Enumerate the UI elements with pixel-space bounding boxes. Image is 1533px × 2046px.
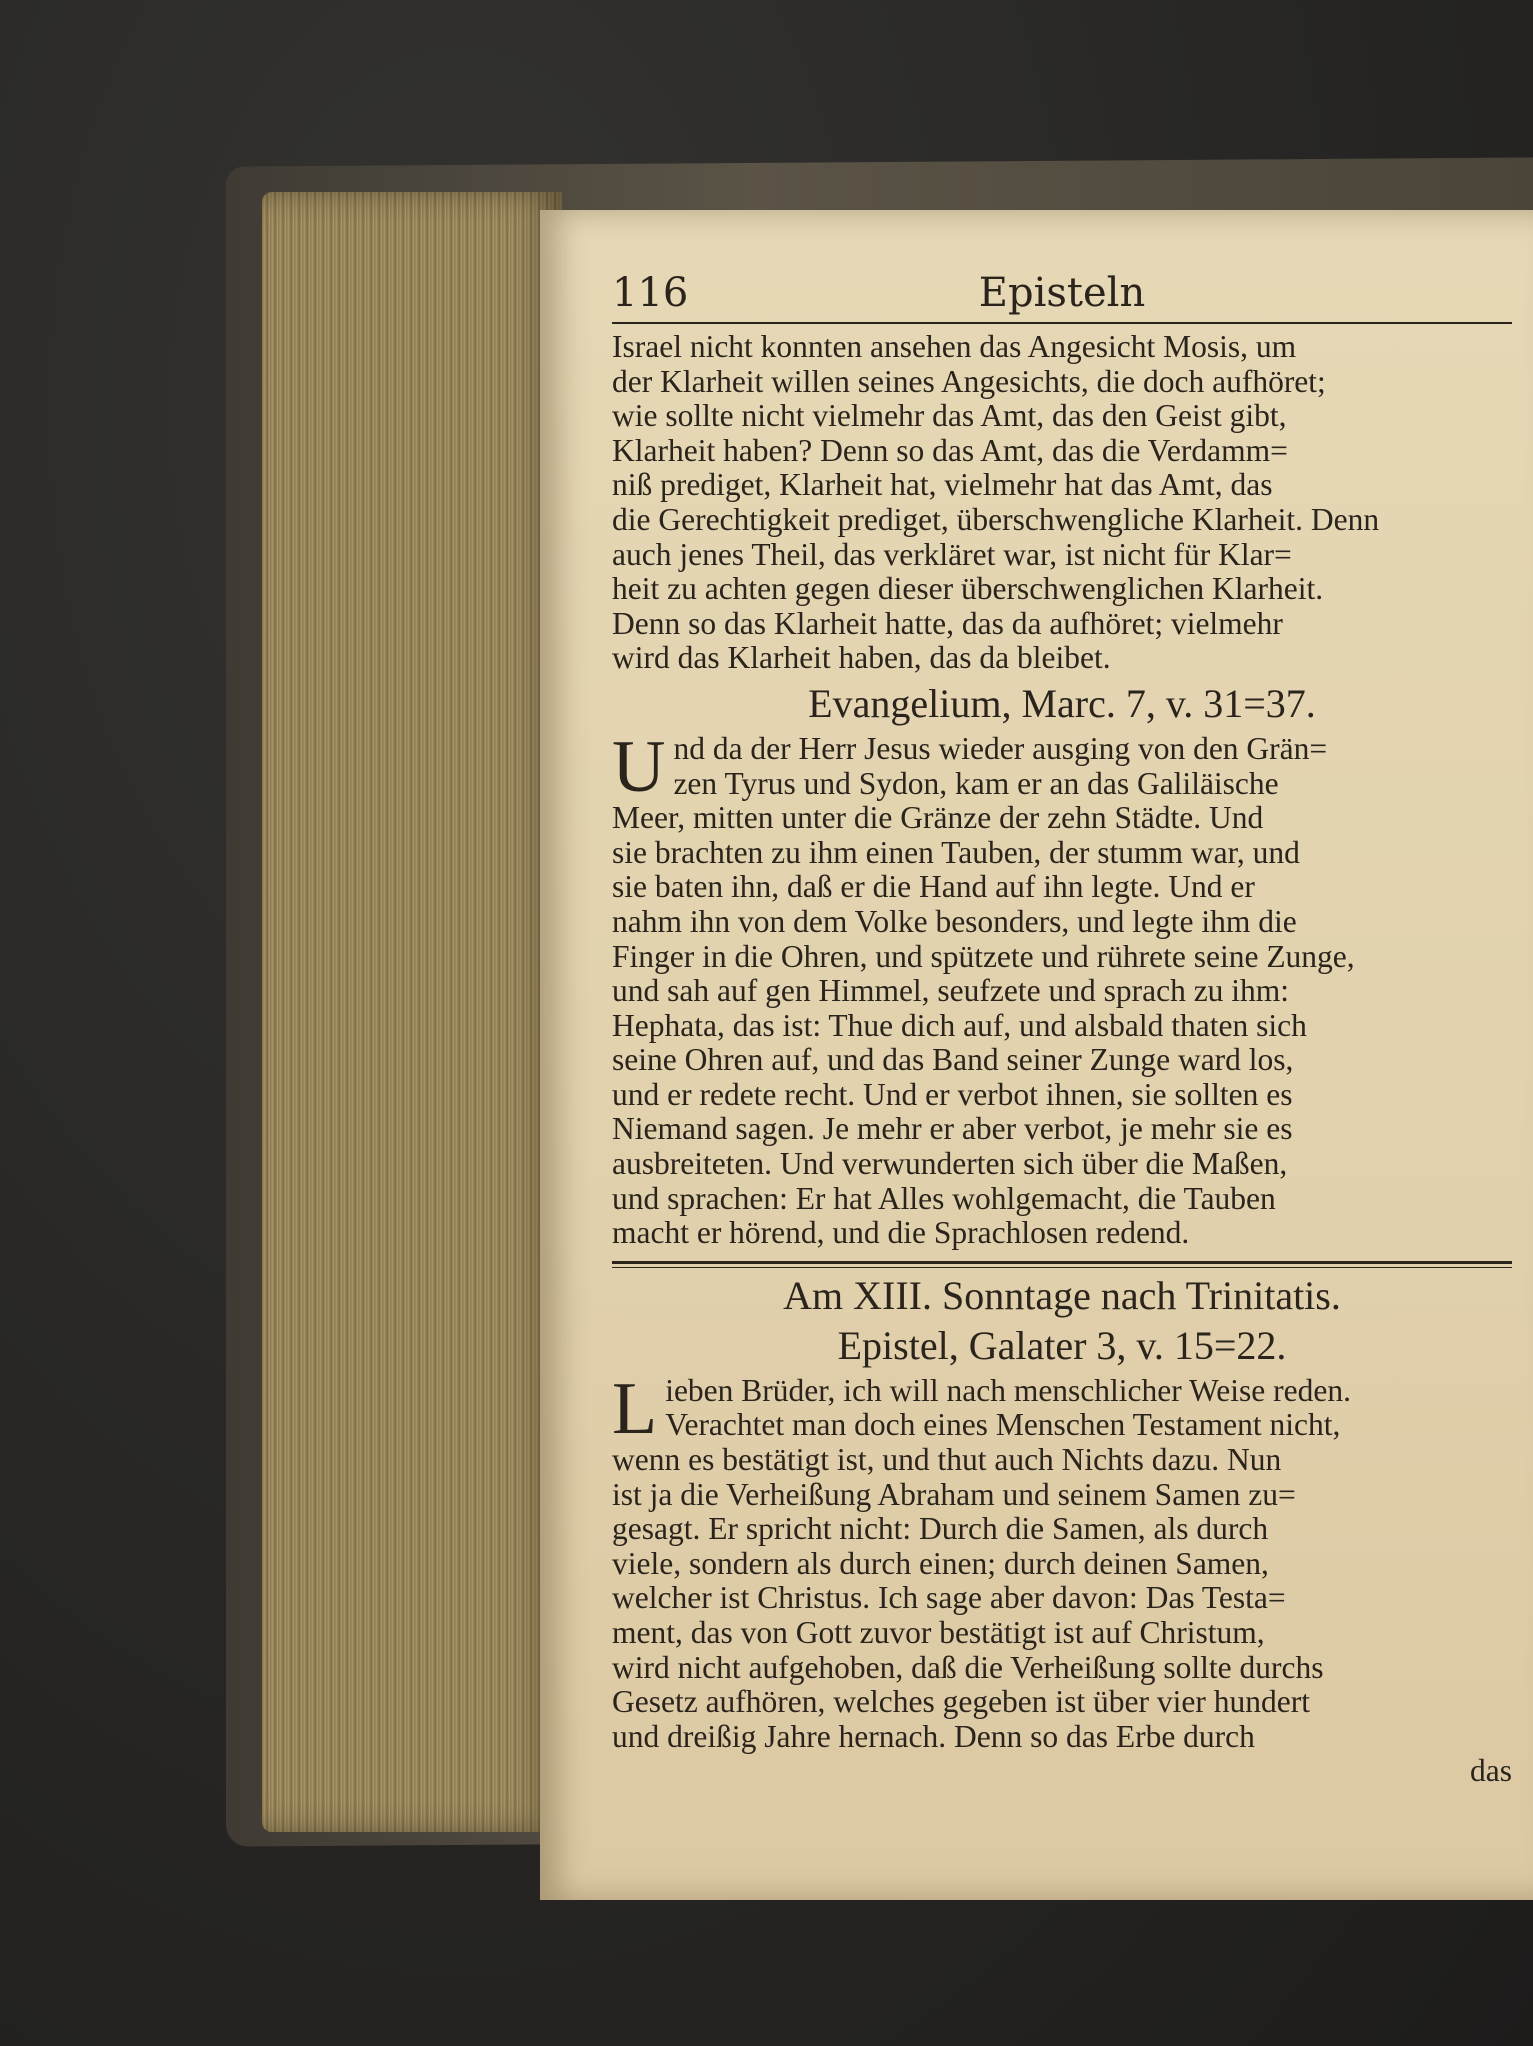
text-line: wenn es bestätigt ist, und thut auch Nichts dazu. Nun bbox=[612, 1442, 1282, 1478]
text-line: Verachtet man doch eines Menschen Testament nicht, bbox=[665, 1407, 1341, 1443]
text-line: ist ja die Verheißung Abraham und seinem Samen zu= bbox=[612, 1476, 1296, 1512]
sunday-heading: Am XIII. Sonntage nach Trinitatis. bbox=[783, 1272, 1341, 1318]
text-line: macht er hörend, und die Sprachlosen redend. bbox=[612, 1215, 1190, 1251]
text-line: sie brachten zu ihm einen Tauben, der stumm war, und bbox=[612, 834, 1300, 870]
text-line: welcher ist Christus. Ich sage aber davon: Das Testa= bbox=[612, 1580, 1286, 1616]
text-line: niß prediget, Klarheit hat, vielmehr hat das Amt, das bbox=[612, 467, 1273, 503]
section-rule bbox=[612, 1261, 1512, 1264]
text-line: Hephata, das ist: Thue dich auf, und alsbald thaten sich bbox=[612, 1007, 1307, 1043]
text-line: Meer, mitten unter die Gränze der zehn Städte. Und bbox=[612, 800, 1264, 836]
drop-cap: L bbox=[612, 1367, 658, 1450]
gospel-heading: Evangelium, Marc. 7, v. 31=37. bbox=[808, 680, 1316, 726]
catchword: das bbox=[1470, 1753, 1512, 1789]
text-line: Klarheit haben? Denn so das Amt, das die Verdamm= bbox=[612, 432, 1288, 468]
epistle-text bbox=[612, 1367, 1512, 1789]
running-title: Episteln bbox=[978, 270, 1146, 316]
text-line: auch jenes Theil, das verkläret war, ist nicht für Klar= bbox=[612, 536, 1292, 572]
text-line: heit zu achten gegen dieser überschwenglichen Klarheit. bbox=[612, 571, 1324, 607]
epistle-heading: Epistel, Galater 3, v. 15=22. bbox=[837, 1322, 1287, 1368]
text-line: zen Tyrus und Sydon, kam er an das Galiläische bbox=[673, 765, 1279, 801]
page-content bbox=[612, 266, 1512, 1789]
text-line: und sah auf gen Himmel, seufzete und sprach zu ihm: bbox=[612, 973, 1290, 1009]
text-line: gesagt. Er spricht nicht: Durch die Samen, als durch bbox=[612, 1511, 1269, 1547]
text-line: die Gerechtigkeit prediget, überschwengliche Klarheit. Denn bbox=[612, 501, 1380, 537]
text-line: Israel nicht konnten ansehen das Angesicht Mosis, um bbox=[612, 329, 1297, 364]
running-head bbox=[612, 266, 1512, 324]
text-line: viele, sondern als durch einen; durch deinen Samen, bbox=[612, 1545, 1269, 1581]
drop-cap: U bbox=[612, 725, 666, 808]
text-line: wird das Klarheit haben, das da bleibet. bbox=[612, 640, 1111, 676]
text-line: Finger in die Ohren, und spützete und rührete seine Zunge, bbox=[612, 938, 1355, 974]
text-line: und dreißig Jahre hernach. Denn so das Erbe durch bbox=[612, 1718, 1255, 1754]
text-line: sie baten ihn, daß er die Hand auf ihn legte. Und er bbox=[612, 869, 1255, 905]
page-number: 116 bbox=[612, 270, 689, 316]
text-line: nd da der Herr Jesus wieder ausging von den Grän= bbox=[673, 730, 1328, 766]
text-line: der Klarheit willen seines Angesichts, die doch aufhöret; bbox=[612, 363, 1326, 399]
book-page bbox=[540, 210, 1533, 1900]
text-line: seine Ohren auf, und das Band seiner Zunge ward los, bbox=[612, 1042, 1294, 1078]
text-line: ment, das von Gott zuvor bestätigt ist auf Christum, bbox=[612, 1615, 1265, 1650]
text-line: Denn so das Klarheit hatte, das da aufhöret; vielmehr bbox=[612, 605, 1283, 641]
text-line: ieben Brüder, ich will nach menschlicher Weise reden. bbox=[665, 1372, 1351, 1408]
page-edges bbox=[262, 192, 562, 1832]
text-line: wird nicht aufgehoben, daß die Verheißung sollte durchs bbox=[612, 1649, 1324, 1685]
text-line: ausbreiteten. Und verwunderten sich über die Maßen, bbox=[612, 1146, 1288, 1182]
text-line: Gesetz aufhören, welches gegeben ist über vier hundert bbox=[612, 1684, 1310, 1720]
text-line: nahm ihn von dem Volke besonders, und legte ihm die bbox=[612, 903, 1297, 939]
text-line: wie sollte nicht vielmehr das Amt, das den Geist gibt, bbox=[612, 398, 1287, 434]
text-line: und sprachen: Er hat Alles wohlgemacht, die Tauben bbox=[612, 1180, 1276, 1216]
gospel-text bbox=[612, 725, 1512, 1251]
text-line: Niemand sagen. Je mehr er aber verbot, je mehr sie es bbox=[612, 1111, 1293, 1147]
section-rule bbox=[612, 1267, 1512, 1268]
epistle-continuation bbox=[612, 330, 1512, 676]
text-line: und er redete recht. Und er verbot ihnen, sie sollten es bbox=[612, 1076, 1293, 1112]
